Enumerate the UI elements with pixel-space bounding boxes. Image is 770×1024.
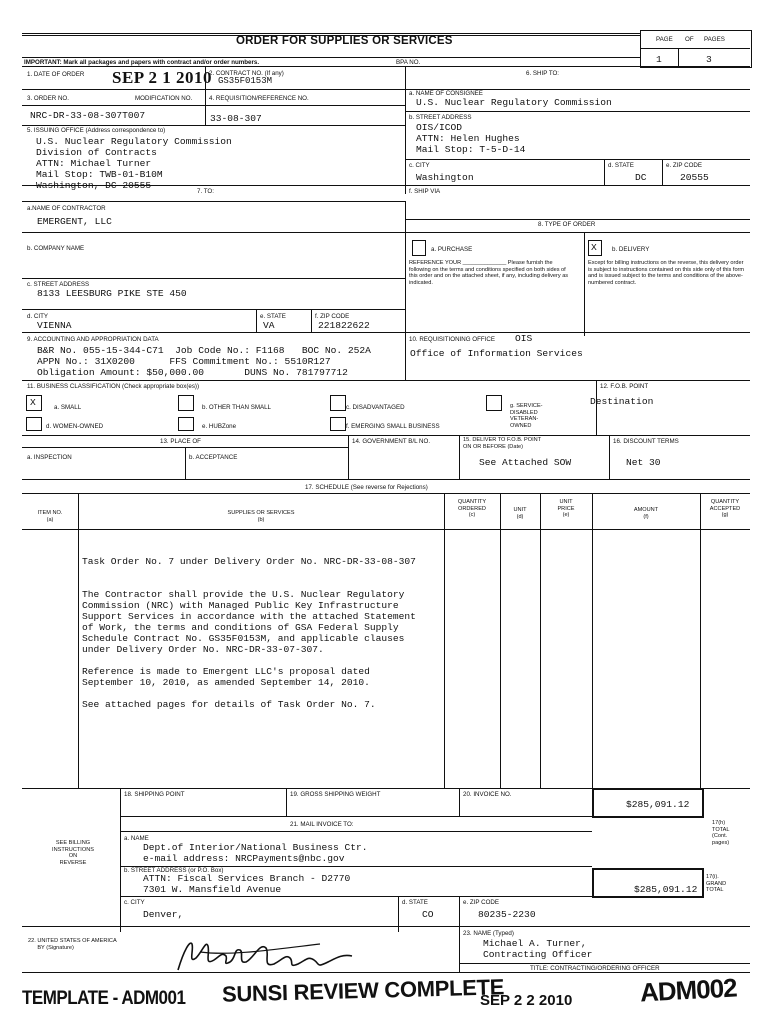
zip-label-f: f. ZIP CODE <box>315 313 350 320</box>
invoice-no-label: 20. INVOICE NO. <box>463 791 512 798</box>
emerging-small-business-label: f. EMERGING SMALL BUSINESS <box>346 423 440 430</box>
ship-to-label: 6. SHIP TO: <box>526 70 560 77</box>
usa-signature-label: 22. UNITED STATES OF AMERICA BY (Signature) <box>28 938 117 951</box>
requisition-value: 33-08-307 <box>210 113 262 124</box>
pages-label: PAGES <box>704 36 725 43</box>
consignee-value: U.S. Nuclear Regulatory Commission <box>416 97 612 108</box>
col-item-no: ITEM NO. (a) <box>37 510 63 523</box>
issuing-office-label: 5. ISSUING OFFICE (Address correspondence to) <box>27 127 166 134</box>
invoice-state-label: d. STATE <box>402 899 428 906</box>
city-value-d: VIENNA <box>37 320 72 331</box>
type-of-order-label: 8. TYPE OF ORDER <box>538 221 596 228</box>
deliver-fob-label: 15. DELIVER TO F.O.B. POINT ON OR BEFORE (Date) <box>463 437 542 450</box>
service-disabled-label: g. SERVICE- DISABLED VETERAN- OWNED <box>510 403 543 429</box>
city-label-c: c. CITY <box>409 162 430 169</box>
hubzone-checkbox[interactable] <box>178 417 194 431</box>
col-unit: UNIT (d) <box>513 507 527 520</box>
government-bl-label: 14. GOVERNMENT B/L NO. <box>352 438 431 445</box>
inspection-label: a. INSPECTION <box>27 454 72 461</box>
invoice-city-value: Denver, <box>143 909 184 920</box>
fob-point-value: Destination <box>590 396 654 407</box>
service-disabled-checkbox[interactable] <box>486 395 502 411</box>
invoice-street-value: ATTN: Fiscal Services Branch - D2770 7301 W. Mansfield Avenue <box>143 873 351 895</box>
page-label: PAGE <box>656 36 673 43</box>
contract-no-value: GS35F0153M <box>218 76 273 86</box>
requisitioning-office-code: OIS <box>515 333 533 344</box>
typed-name-label: 23. NAME (Typed) <box>463 930 514 937</box>
invoice-state-value: CO <box>422 909 434 920</box>
fob-point-label: 12. F.O.B. POINT <box>600 383 649 390</box>
purchase-label: a. PURCHASE <box>431 246 473 253</box>
date-of-order-value: SEP 2 1 2010 <box>112 68 212 87</box>
contractor-name-value: EMERGENT, LLC <box>37 216 112 227</box>
state-label-e: e. STATE <box>260 313 286 320</box>
total-h-label: 17(h) TOTAL (Cont. pages) <box>712 820 730 846</box>
requisitioning-office-label: 10. REQUISITIONING OFFICE <box>409 336 495 343</box>
requisitioning-office-value: Office of Information Services <box>410 348 583 359</box>
adm-stamp: ADM002 <box>639 972 738 1008</box>
date-of-order-label: 1. DATE OF ORDER <box>27 71 85 78</box>
delivery-check-mark: X <box>591 242 597 253</box>
sunsi-review-stamp: SUNSI REVIEW COMPLETE <box>221 974 505 1007</box>
disadvantaged-checkbox[interactable] <box>330 395 346 411</box>
deliver-fob-value: See Attached SOW <box>479 457 572 468</box>
gross-weight-label: 19. GROSS SHIPPING WEIGHT <box>290 791 381 798</box>
business-classification-label: 11. BUSINESS CLASSIFICATION (Check appropriate box(es)) <box>27 383 200 390</box>
accounting-value: B&R No. 055-15-344-C71 Job Code No.: F1168 BOC No. 252A APPN No.: 31X0200 FFS Commitment No.: 5510R127 Obligation Amount: $50,000.00 DUNS No. 781797712 <box>37 345 371 378</box>
discount-terms-value: Net 30 <box>626 457 661 468</box>
delivery-label: b. DELIVERY <box>612 246 650 253</box>
consignee-label: a. NAME OF CONSIGNEE <box>409 90 483 97</box>
see-billing-instructions: SEE BILLING INSTRUCTIONS ON REVERSE <box>52 840 94 866</box>
street-address-value-c: 8133 LEESBURG PIKE STE 450 <box>37 288 187 299</box>
of-label: OF <box>685 36 694 43</box>
state-label-d: d. STATE <box>608 162 634 169</box>
accounting-label: 9. ACCOUNTING AND APPROPRIATION DATA <box>27 336 159 343</box>
contract-no-label: 2. CONTRACT NO. (If any) <box>209 70 284 77</box>
mail-invoice-label: 21. MAIL INVOICE TO: <box>290 821 354 828</box>
emerging-checkbox[interactable] <box>330 417 346 431</box>
received-date-stamp: SEP 2 2 2010 <box>480 992 573 1009</box>
typed-name-value: Michael A. Turner, Contracting Officer <box>483 938 593 960</box>
women-owned-checkbox[interactable] <box>26 417 42 431</box>
schedule-label: 17. SCHEDULE (See reverse for Rejections) <box>305 484 428 491</box>
purchase-checkbox[interactable] <box>412 240 426 256</box>
other-than-small-checkbox[interactable] <box>178 395 194 411</box>
invoice-name-value: Dept.of Interior/National Business Ctr. e-mail address: NRCPayments@nbc.gov <box>143 842 368 864</box>
title-label: TITLE: CONTRACTING/ORDERING OFFICER <box>530 965 660 972</box>
street-address-label-b: b. STREET ADDRESS <box>409 114 472 121</box>
city-label-d: d. CITY <box>27 313 48 320</box>
street-address-value-b: OIS/ICOD ATTN: Helen Hughes Mail Stop: T-5-D-14 <box>416 122 526 155</box>
schedule-text: Task Order No. 7 under Delivery Order No. NRC-DR-33-08-307 The Contractor shall provide the U.S. Nuclear Regulatory Commission (NRC) with Managed Public Key Infrastructure Support Services in accordance with the attached Statement of Work, the terms and conditions of GSA Federal Supply Schedule Contract No. GS35F0153M, and applicable clauses under Delivery Order No. NRC-DR-33-07-307. Reference is made to Emergent LLC's proposal dated September 10, 2010, as amended September 14, 2010. See attached pages for details of Task Order No. 7. <box>82 556 416 710</box>
reference-your-text: REFERENCE YOUR ______________ Please furnish the following on the terms and conditions specified on both sides of this order and on the attached sheet, if any, including delivery as indicated. <box>409 260 569 286</box>
amount-total-h: $285,091.12 <box>626 799 690 810</box>
state-value-d: DC <box>635 172 647 183</box>
women-owned-label: d. WOMEN-OWNED <box>46 423 104 430</box>
col-quantity-ordered: QUANTITY ORDERED (c) <box>457 499 487 519</box>
invoice-zip-label: e. ZIP CODE <box>463 899 499 906</box>
col-supplies: SUPPLIES OR SERVICES (b) <box>227 510 295 523</box>
page-number: 1 <box>656 54 662 65</box>
discount-terms-label: 16. DISCOUNT TERMS <box>613 438 679 445</box>
invoice-name-label: a. NAME <box>124 835 149 842</box>
city-value-c: Washington <box>416 172 474 183</box>
col-quantity-accepted: QUANTITY ACCEPTED (g) <box>709 499 741 519</box>
important-note: IMPORTANT: Mark all packages and papers with contract and/or order numbers. <box>24 59 260 66</box>
template-stamp: TEMPLATE - ADM001 <box>22 986 186 1009</box>
requisition-label: 4. REQUISITION/REFERENCE NO. <box>209 95 309 102</box>
zip-label-e: e. ZIP CODE <box>666 162 702 169</box>
issuing-office-value: U.S. Nuclear Regulatory Commission Division of Contracts ATTN: Michael Turner Mail Stop: TWB-01-B10M Washington, DC 20555 <box>36 136 232 191</box>
order-no-label: 3. ORDER NO. <box>27 95 69 102</box>
signature <box>170 930 360 978</box>
zip-value-e: 20555 <box>680 172 709 183</box>
modification-no-label: MODIFICATION NO. <box>135 95 193 102</box>
order-no-value: NRC-DR-33-08-307T007 <box>30 110 146 121</box>
shipping-point-label: 18. SHIPPING POINT <box>124 791 185 798</box>
col-unit-price: UNIT PRICE (e) <box>557 499 575 519</box>
invoice-city-label: c. CITY <box>124 899 145 906</box>
street-address-label-c: c. STREET ADDRESS <box>27 281 90 288</box>
col-amount: AMOUNT (f) <box>633 507 659 520</box>
place-of-label: 13. PLACE OF <box>160 438 201 445</box>
bpa-label: BPA NO. <box>396 59 421 66</box>
company-name-label: b. COMPANY NAME <box>27 245 85 252</box>
hubzone-label: e. HUBZone <box>202 423 237 430</box>
delivery-order-text: Except for billing instructions on the reverse, this delivery order is subject to instructions contained on this side only of this form and is issued subject to the terms and conditions of the above-numbered contract. <box>588 260 745 286</box>
disadvantaged-label: c. DISADVANTAGED <box>346 404 405 411</box>
state-value-e: VA <box>263 320 275 331</box>
acceptance-label: b. ACCEPTANCE <box>189 454 238 461</box>
contractor-name-label: a.NAME OF CONTRACTOR <box>27 205 106 212</box>
invoice-zip-value: 80235-2230 <box>478 909 536 920</box>
amount-grand-total: $285,091.12 <box>634 884 698 895</box>
small-check-mark: X <box>30 397 36 408</box>
ship-via-label: f. SHIP VIA <box>409 188 441 195</box>
small-label: a. SMALL <box>54 404 82 411</box>
other-than-small-label: b. OTHER THAN SMALL <box>202 404 271 411</box>
to-label: 7. TO: <box>197 188 214 195</box>
zip-value-f: 221822622 <box>318 320 370 331</box>
grand-total-label: 17(i). GRAND TOTAL <box>706 874 727 894</box>
invoice-street-label: b. STREET ADDRESS (or P.O. Box) <box>124 867 224 874</box>
pages-number: 3 <box>706 54 712 65</box>
form-title: ORDER FOR SUPPLIES OR SERVICES <box>236 35 453 47</box>
